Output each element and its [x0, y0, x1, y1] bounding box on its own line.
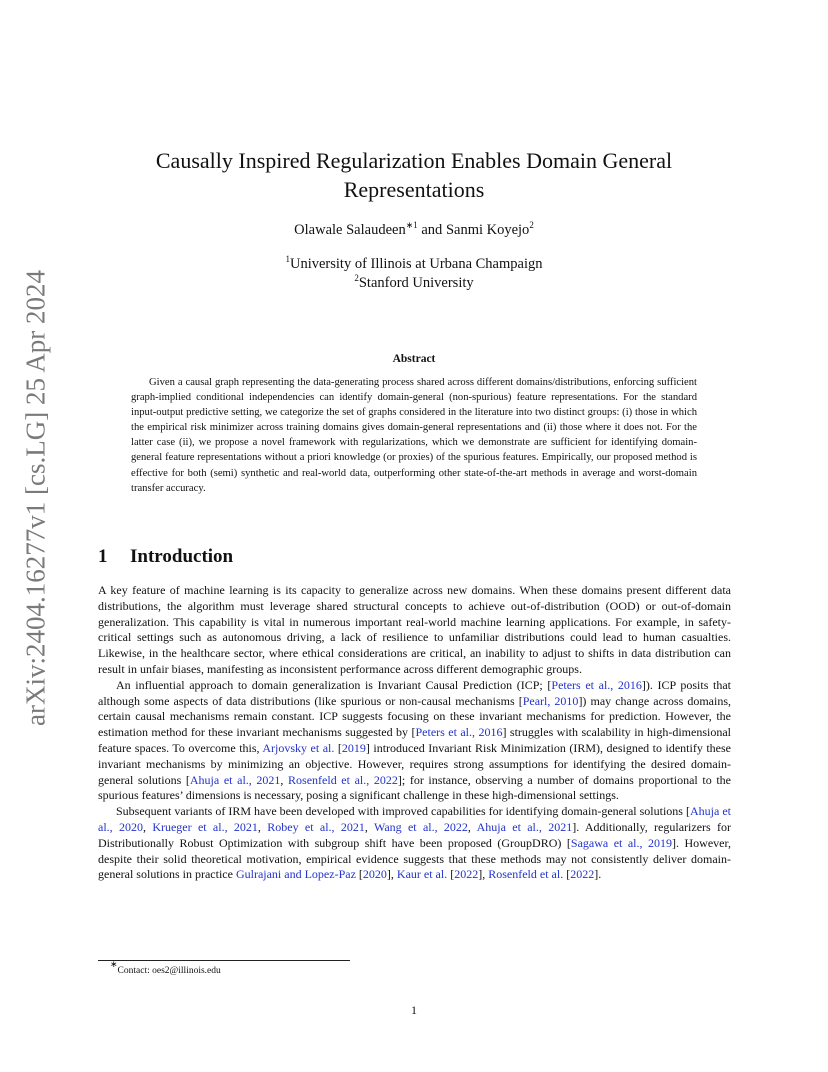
affiliation-mark: 1	[285, 254, 290, 264]
author-name: Olawale Salaudeen	[294, 222, 406, 238]
text-run: [	[334, 740, 342, 755]
text-run: ]) may change across domains, certain causal mechanisms remain constant. ICP suggests focusing on these invariant mechanisms for prediction. However, the estimation method for these invariant mechanisms suggested by [	[98, 693, 732, 740]
citation-link[interactable]: Sagawa et al., 2019	[570, 835, 673, 850]
page-number: 1	[411, 1003, 417, 1017]
section-number: 1	[98, 546, 108, 567]
text-run: ,	[364, 819, 374, 834]
footnote-text: Contact: oes2@illinois.edu	[117, 966, 221, 976]
citation-link[interactable]: 2020	[362, 867, 387, 882]
footnote-mark: ∗	[110, 959, 118, 969]
citation-link[interactable]: Peters et al., 2016	[551, 677, 642, 692]
section-title: Introduction	[130, 546, 234, 567]
text-run: ].	[594, 867, 602, 882]
paragraph	[98, 804, 731, 883]
affiliation-mark: 2	[354, 273, 359, 283]
text-run: ,	[467, 819, 477, 834]
text-run: [	[563, 867, 571, 882]
text-run: ],	[478, 867, 489, 882]
abstract-heading: Abstract	[392, 353, 436, 365]
paragraph	[98, 678, 731, 804]
text-run: An influential approach to domain generalization is Invariant Causal Prediction (ICP; [	[116, 677, 552, 692]
citation-link[interactable]: Arjovsky et al.	[262, 740, 335, 755]
author-mark: 2	[529, 220, 534, 230]
author-mark: ∗1	[405, 220, 418, 230]
affiliation	[100, 255, 728, 274]
citation-link[interactable]: 2019	[341, 740, 366, 755]
text-run: ],	[386, 867, 397, 882]
abstract-text: Given a causal graph representing the data-generating process shared across different domains/distributions, enforcing sufficient graph-implied conditional independencies can identify domain-general (non-spurious) feature representations. For the standard input-output predictive setting, we categorize the set of graphs considered in the literature into two distinct groups: (i) those in which the empirical risk minimizer across training domains gives domain-general representations and (ii) those where it does not. For the latter case (ii), we propose a novel framework with regularizations, which we demonstrate are sufficient for identifying domain-general feature representations without a priori knowledge (or proxies) of the spurious features. Empirically, our proposed method is effective for both (semi) synthetic and real-world data, outperforming other state-of-the-art methods in average and worst-domain transfer accuracy.	[131, 377, 697, 494]
text-run: ] introduced Invariant Risk Minimization (IRM), designed to identify these invariant mechanisms by minimizing an objective. However, requires strong assumptions for identifying the desired domain-general solutions [	[98, 740, 731, 787]
paper-title	[100, 146, 728, 204]
arxiv-sidebar	[14, 258, 58, 738]
citation-link[interactable]: Krueger et al., 2021	[152, 819, 258, 834]
text-run: ,	[257, 819, 268, 834]
title-line-1: Causally Inspired Regularization Enables Domain General	[155, 148, 673, 173]
section-heading	[98, 546, 738, 568]
text-run: ]. Additionally, regularizers for Distributionally Robust Optimization with subgroup shift have been proposed (GroupDRO) [	[98, 819, 731, 850]
arxiv-identifier[interactable]: arXiv:2404.16277v1 [cs.LG] 25 Apr 2024	[20, 270, 51, 726]
footnote	[110, 959, 710, 976]
citation-link[interactable]: Kaur et al.	[396, 867, 448, 882]
citation-link[interactable]: Ahuja et al., 2021	[476, 819, 573, 834]
text-run: ] struggles with scalability in high-dimensional feature spaces. To overcome this,	[98, 725, 731, 755]
text-run: [	[355, 867, 363, 882]
paragraph: A key feature of machine learning is its capacity to generalize across new domains. When these domains present different data distributions, the algorithm must leverage shared structural concepts to achieve out-of-distribution (OOD) or out-of-domain generalization. This capability is vital in numerous important real-world machine learning applications. For example, in safety-critical settings such as autonomous driving, a lack of resilience to unfamiliar distributions could lead to human casualties. Likewise, in the healthcare sector, where ethical considerations are critical, an inability to adjust to shifts in data distribution can result in unfair biases, manifesting as inconsistent performance across different demographic groups.	[98, 583, 731, 676]
text-run: ]. However, despite their solid theoretical motivation, empirical evidence suggests that these methods may not consistently deliver domain-general solutions in practice	[98, 835, 732, 882]
affiliation-name: Stanford University	[358, 275, 474, 291]
citation-link[interactable]: Ahuja et al., 2020	[98, 804, 731, 834]
text-run: ,	[142, 819, 153, 834]
body-text	[98, 583, 731, 883]
text-run: [	[447, 867, 455, 882]
text-run: ]). ICP posits that although some aspects of data distributions (like spurious or non-causal mechanisms [	[98, 677, 731, 708]
citation-link[interactable]: Rosenfeld et al.	[488, 867, 564, 882]
footnote-divider	[98, 960, 350, 961]
affiliation	[100, 274, 728, 293]
citation-link[interactable]: Rosenfeld et al., 2022	[288, 772, 398, 787]
author-connector: and	[417, 222, 446, 238]
text-run: ]; for instance, observing a number of domains proportional to the spurious features’ dimensions is necessary, posing a significant challenge in these high-dimensional settings.	[98, 772, 731, 803]
citation-link[interactable]: 2022	[570, 867, 595, 882]
author-list	[100, 222, 728, 239]
affiliation-name: University of Illinois at Urbana Champaign	[290, 256, 543, 272]
affiliation-list	[100, 255, 728, 293]
citation-link[interactable]: Wang et al., 2022	[373, 819, 468, 834]
title-line-2: Representations	[343, 177, 485, 202]
text-run: Subsequent variants of IRM have been developed with improved capabilities for identifying domain-general solutions [	[116, 804, 690, 819]
citation-link[interactable]: Peters et al., 2016	[415, 725, 503, 740]
citation-link[interactable]: Pearl, 2010	[522, 693, 579, 708]
author-name: Sanmi Koyejo	[445, 222, 530, 238]
citation-link[interactable]: Robey et al., 2021	[267, 819, 365, 834]
citation-link[interactable]: Ahuja et al., 2021	[189, 772, 281, 787]
citation-link[interactable]: 2022	[454, 867, 479, 882]
citation-link[interactable]: Gulrajani and Lopez-Paz	[235, 867, 356, 882]
text-run: ,	[280, 772, 289, 787]
